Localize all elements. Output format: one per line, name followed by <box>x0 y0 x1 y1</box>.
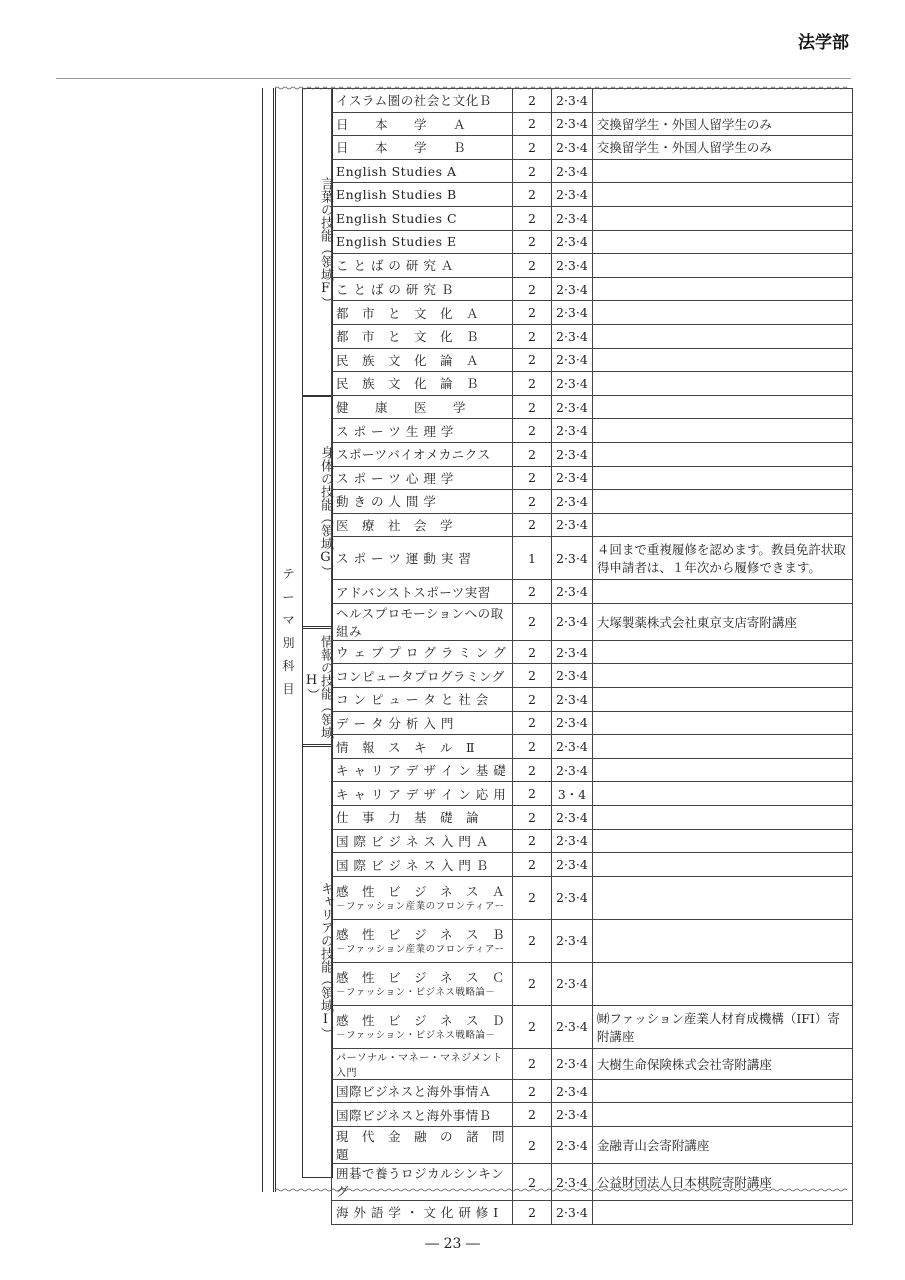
course-name-text: 国際ビジネスと海外事情Ａ <box>336 1084 492 1100</box>
credits-cell: 2 <box>513 466 552 490</box>
credits-cell: 2 <box>513 230 552 254</box>
course-name-text: 感 性 ビ ジ ネ ス Ａ <box>336 884 506 900</box>
course-name <box>332 89 513 113</box>
table-row <box>332 580 853 604</box>
credits-cell: 2 <box>513 1164 552 1201</box>
credits-cell: 2 <box>513 664 552 688</box>
note-cell: 交換留学生・外国人留学生のみ <box>592 112 852 136</box>
table-row <box>332 348 853 372</box>
years-cell: 2·3·4 <box>552 89 593 113</box>
credits-cell: 2 <box>513 640 552 664</box>
table-row <box>332 372 853 396</box>
table-row <box>332 919 853 962</box>
credits-cell: 2 <box>513 688 552 712</box>
table-row <box>332 806 853 830</box>
course-name-text: ス ポ ー ツ 生 理 学 <box>336 423 454 439</box>
course-name <box>332 1079 513 1103</box>
course-name <box>332 230 513 254</box>
table-row <box>332 206 853 230</box>
credits-cell: 2 <box>513 136 552 160</box>
note-cell <box>592 962 852 1005</box>
note-cell <box>592 806 852 830</box>
course-name <box>332 735 513 759</box>
course-name-text: 感 性 ビ ジ ネ ス Ｄ <box>336 1013 506 1029</box>
course-name <box>332 580 513 604</box>
credits-cell: 2 <box>513 372 552 396</box>
years-cell: 2·3·4 <box>552 711 593 735</box>
table-row <box>332 89 853 113</box>
years-cell: 2·3·4 <box>552 640 593 664</box>
note-cell <box>592 324 852 348</box>
course-subtitle: －ファッション産業のフロンティアー <box>336 944 505 956</box>
note-cell <box>592 183 852 207</box>
note-cell <box>592 829 852 853</box>
note-cell <box>592 711 852 735</box>
table-row <box>332 853 853 877</box>
years-cell: 2·3·4 <box>552 688 593 712</box>
course-name <box>332 782 513 806</box>
table-row <box>332 962 853 1005</box>
table-row <box>332 254 853 278</box>
years-cell: 2·3·4 <box>552 254 593 278</box>
credits-cell: 2 <box>513 348 552 372</box>
group-cell <box>302 626 333 747</box>
table-row <box>332 490 853 514</box>
course-name <box>332 664 513 688</box>
note-cell <box>592 419 852 443</box>
course-name-text: コ ン ピ ュ ー タ と 社 会 <box>336 692 489 708</box>
course-name <box>332 962 513 1005</box>
years-cell: 2·3·4 <box>552 466 593 490</box>
credits-cell: 2 <box>513 782 552 806</box>
course-name-text: 情 報 ス キ ル Ⅱ <box>336 739 475 755</box>
table-row <box>332 1005 853 1048</box>
table-row <box>332 758 853 782</box>
note-cell <box>592 254 852 278</box>
course-name <box>332 640 513 664</box>
note-cell <box>592 580 852 604</box>
group-label: 情報の技能（領域H） <box>304 634 333 739</box>
note-cell <box>592 372 852 396</box>
group-label: キャリアの技能（領域I） <box>318 882 333 1040</box>
course-name <box>332 466 513 490</box>
credits-cell: 2 <box>513 183 552 207</box>
table-row <box>332 640 853 664</box>
course-name-text: デ ー タ 分 析 入 門 <box>336 715 454 731</box>
course-name <box>332 372 513 396</box>
credits-cell: 2 <box>513 89 552 113</box>
credits-cell: 2 <box>513 853 552 877</box>
course-name <box>332 513 513 537</box>
table-row <box>332 136 853 160</box>
note-cell: ４回まで重複履修を認めます。教員免許状取得申請者は、１年次から履修できます。 <box>592 537 852 580</box>
table-row <box>332 664 853 688</box>
table-row <box>332 1079 853 1103</box>
course-name <box>332 919 513 962</box>
credits-cell: 2 <box>513 395 552 419</box>
table-row <box>332 1048 853 1079</box>
course-name <box>332 1005 513 1048</box>
years-cell: 2·3·4 <box>552 395 593 419</box>
course-name <box>332 537 513 580</box>
course-name-text: 現 代 金 融 の 諸 問 題 <box>336 1129 519 1162</box>
years-cell: 2·3·4 <box>552 513 593 537</box>
years-cell: 2·3·4 <box>552 758 593 782</box>
page-number: ― 23 ― <box>425 1236 480 1252</box>
credits-cell: 2 <box>513 1127 552 1164</box>
years-cell: 2·3·4 <box>552 876 593 919</box>
credits-cell: 2 <box>513 829 552 853</box>
years-cell: 2·3·4 <box>552 277 593 301</box>
note-cell <box>592 89 852 113</box>
table-row <box>332 442 853 466</box>
credits-cell: 2 <box>513 324 552 348</box>
theme-label-char: マ <box>282 613 295 627</box>
course-name-text: 国際ビジネスと海外事情Ｂ <box>336 1107 492 1123</box>
table-row <box>332 277 853 301</box>
table-row <box>332 230 853 254</box>
credits-cell: 2 <box>513 490 552 514</box>
course-subtitle: －ファッション・ビジネス戦略論－ <box>336 1030 496 1042</box>
years-cell: 3・4 <box>552 782 593 806</box>
table-row <box>332 735 853 759</box>
course-table <box>331 88 853 1225</box>
note-cell: 大樹生命保険株式会社寄附講座 <box>592 1048 852 1079</box>
course-name <box>332 876 513 919</box>
course-name-text: 都 市 と 文 化 Ａ <box>336 305 480 321</box>
table-row <box>332 513 853 537</box>
course-name <box>332 301 513 325</box>
years-cell: 2·3·4 <box>552 442 593 466</box>
course-name-text: 国 際 ビ ジ ネ ス 入 門 Ａ <box>336 833 489 849</box>
course-name-text: スポーツバイオメカニクス <box>336 447 491 463</box>
note-cell <box>592 853 852 877</box>
course-name <box>332 136 513 160</box>
group-cell <box>302 395 333 629</box>
note-cell <box>592 513 852 537</box>
credits-cell: 2 <box>513 206 552 230</box>
theme-label-char: 科 <box>282 659 295 673</box>
note-cell: 公益財団法人日本棋院寄附講座 <box>592 1164 852 1201</box>
course-name-text: ス ポ ー ツ 心 理 学 <box>336 470 454 486</box>
credits-cell: 2 <box>513 1103 552 1127</box>
course-name <box>332 490 513 514</box>
table-row <box>332 1103 853 1127</box>
note-cell <box>592 758 852 782</box>
course-name <box>332 206 513 230</box>
table-row <box>332 324 853 348</box>
course-name <box>332 1201 513 1225</box>
note-cell <box>592 301 852 325</box>
course-name-text: 都 市 と 文 化 Ｂ <box>336 329 480 345</box>
table-row <box>332 876 853 919</box>
course-name <box>332 324 513 348</box>
theme-label-char: ー <box>282 590 295 604</box>
years-cell: 2·3·4 <box>552 919 593 962</box>
course-name-text: 囲碁で養うロジカルシンキング <box>336 1166 505 1199</box>
note-cell <box>592 395 852 419</box>
years-cell: 2·3·4 <box>552 230 593 254</box>
credits-cell: 2 <box>513 806 552 830</box>
course-name-text: 医 療 社 会 学 <box>336 517 454 533</box>
table-row <box>332 603 853 640</box>
years-cell: 2·3·4 <box>552 853 593 877</box>
course-name-text: 国 際 ビ ジ ネ ス 入 門 Ｂ <box>336 857 489 873</box>
years-cell: 2·3·4 <box>552 159 593 183</box>
note-cell: 大塚製薬株式会社東京支店寄附講座 <box>592 603 852 640</box>
table-row <box>332 688 853 712</box>
course-name <box>332 711 513 735</box>
course-name-text: English Studies E <box>336 234 457 250</box>
course-name-text: English Studies C <box>336 210 458 226</box>
credits-cell: 2 <box>513 735 552 759</box>
course-name-text: キ ャ リ ア デ ザ イ ン 基 礎 <box>336 763 507 779</box>
table-row <box>332 301 853 325</box>
credits-cell: 2 <box>513 277 552 301</box>
course-name-text: イスラム圏の社会と文化Ｂ <box>336 93 492 109</box>
years-cell: 2·3·4 <box>552 183 593 207</box>
faculty-header: 法学部 <box>798 33 849 53</box>
course-name <box>332 829 513 853</box>
table-row <box>332 466 853 490</box>
course-name-text: 動 き の 人 間 学 <box>336 494 437 510</box>
course-name <box>332 806 513 830</box>
table-row <box>332 711 853 735</box>
course-name <box>332 183 513 207</box>
note-cell <box>592 782 852 806</box>
course-name <box>332 1048 513 1079</box>
credits-cell: 2 <box>513 513 552 537</box>
credits-cell: 2 <box>513 580 552 604</box>
course-name <box>332 603 513 640</box>
years-cell: 2·3·4 <box>552 537 593 580</box>
years-cell: 2·3·4 <box>552 1079 593 1103</box>
note-cell <box>592 442 852 466</box>
years-cell: 2·3·4 <box>552 1048 593 1079</box>
years-cell: 2·3·4 <box>552 1103 593 1127</box>
theme-label-char: 目 <box>282 682 295 696</box>
credits-cell: 2 <box>513 603 552 640</box>
credits-cell: 1 <box>513 537 552 580</box>
credits-cell: 2 <box>513 254 552 278</box>
table-row <box>332 419 853 443</box>
theme-label-char: 別 <box>282 636 295 650</box>
credits-cell: 2 <box>513 301 552 325</box>
years-cell: 2·3·4 <box>552 112 593 136</box>
credits-cell: 2 <box>513 758 552 782</box>
credits-cell: 2 <box>513 919 552 962</box>
course-name-text: English Studies B <box>336 187 457 203</box>
course-name <box>332 442 513 466</box>
years-cell: 2·3·4 <box>552 324 593 348</box>
course-name <box>332 688 513 712</box>
years-cell: 2·3·4 <box>552 301 593 325</box>
credits-cell: 2 <box>513 711 552 735</box>
course-name <box>332 1164 513 1201</box>
course-name <box>332 853 513 877</box>
course-name <box>332 277 513 301</box>
note-cell <box>592 919 852 962</box>
table-row <box>332 537 853 580</box>
group-cell <box>302 88 333 397</box>
years-cell: 2·3·4 <box>552 580 593 604</box>
group-label: 身体の技能（領域G） <box>318 446 333 578</box>
course-name-text: 感 性 ビ ジ ネ ス Ｃ <box>336 970 506 986</box>
years-cell: 2·3·4 <box>552 806 593 830</box>
note-cell: 金融青山会寄附講座 <box>592 1127 852 1164</box>
note-cell <box>592 876 852 919</box>
course-name-text: 健 康 医 学 <box>336 400 467 416</box>
note-cell <box>592 1201 852 1225</box>
table-row <box>332 159 853 183</box>
note-cell <box>592 688 852 712</box>
course-name-text: キ ャ リ ア デ ザ イ ン 応 用 <box>336 786 507 802</box>
years-cell: 2·3·4 <box>552 490 593 514</box>
course-name-text: 民 族 文 化 論 Ａ <box>336 352 480 368</box>
note-cell <box>592 348 852 372</box>
course-name-text: 仕 事 力 基 礎 論 <box>336 810 480 826</box>
years-cell: 2·3·4 <box>552 603 593 640</box>
years-cell: 2·3·4 <box>552 206 593 230</box>
note-cell: ㈶ファッション産業人材育成機構（IFI）寄附講座 <box>592 1005 852 1048</box>
course-name <box>332 348 513 372</box>
course-name-text: ヘルスプロモーションへの取組み <box>336 605 504 639</box>
credits-cell: 2 <box>513 1048 552 1079</box>
course-name-text: アドバンストスポーツ実習 <box>336 584 491 600</box>
credits-cell: 2 <box>513 1201 552 1225</box>
course-name <box>332 1127 519 1164</box>
years-cell: 2·3·4 <box>552 348 593 372</box>
course-name-text: 海 外 語 学 ・ 文 化 研 修 Ⅰ <box>336 1205 499 1221</box>
course-name <box>332 758 513 782</box>
note-cell <box>592 159 852 183</box>
course-name-text: パーソナル・マネー・マネジメント入門 <box>336 1052 503 1079</box>
course-name-text: 感 性 ビ ジ ネ ス Ｂ <box>336 927 506 943</box>
note-cell <box>592 1103 852 1127</box>
course-name-text: ウ ェ ブ プ ロ グ ラ ミ ン グ <box>336 645 507 661</box>
years-cell: 2·3·4 <box>552 1201 593 1225</box>
credits-cell: 2 <box>513 876 552 919</box>
credits-cell: 2 <box>513 962 552 1005</box>
table-row <box>332 1201 853 1225</box>
years-cell: 2·3·4 <box>552 1127 593 1164</box>
course-name-text: こ と ば の 研 究 Ｂ <box>336 282 454 298</box>
table-row <box>332 395 853 419</box>
note-cell <box>592 735 852 759</box>
years-cell: 2·3·4 <box>552 1164 593 1201</box>
group-cell <box>302 744 333 1178</box>
course-name-text: 日 本 学 Ｂ <box>336 140 467 156</box>
table-row <box>332 183 853 207</box>
course-name <box>332 112 513 136</box>
course-name <box>332 395 513 419</box>
outer-rule <box>262 88 263 1192</box>
credits-cell: 2 <box>513 419 552 443</box>
course-name <box>332 1103 513 1127</box>
course-name-text: コンピュータプログラミング <box>336 668 505 684</box>
header-rule <box>56 78 851 79</box>
years-cell: 2·3·4 <box>552 136 593 160</box>
table-row <box>332 112 853 136</box>
credits-cell: 2 <box>513 1005 552 1048</box>
note-cell: 交換留学生・外国人留学生のみ <box>592 136 852 160</box>
years-cell: 2·3·4 <box>552 664 593 688</box>
note-cell <box>592 664 852 688</box>
note-cell <box>592 490 852 514</box>
course-name <box>332 419 513 443</box>
note-cell <box>592 230 852 254</box>
group-label: 言葉の技能（領域F） <box>318 176 333 309</box>
note-cell <box>592 277 852 301</box>
wave-break-top <box>275 86 850 90</box>
course-name-text: 日 本 学 Ａ <box>336 116 467 132</box>
course-name <box>332 254 513 278</box>
credits-cell: 2 <box>513 442 552 466</box>
course-name-text: ス ポ ー ツ 運 動 実 習 <box>336 551 472 567</box>
wave-break-bottom <box>275 1188 850 1192</box>
years-cell: 2·3·4 <box>552 372 593 396</box>
table-row <box>332 782 853 806</box>
course-subtitle: －ファッション・ビジネス戦略論－ <box>336 987 496 999</box>
note-cell <box>592 466 852 490</box>
years-cell: 2·3·4 <box>552 419 593 443</box>
course-name <box>332 159 513 183</box>
course-name-text: こ と ば の 研 究 Ａ <box>336 258 454 274</box>
course-name-text: 民 族 文 化 論 Ｂ <box>336 376 480 392</box>
credits-cell: 2 <box>513 1079 552 1103</box>
course-name-text: English Studies A <box>336 163 457 179</box>
table-row <box>332 829 853 853</box>
years-cell: 2·3·4 <box>552 735 593 759</box>
outer-rule-2 <box>273 88 274 1192</box>
years-cell: 2·3·4 <box>552 962 593 1005</box>
theme-label-char: テ <box>282 567 295 581</box>
table-row <box>332 1164 853 1201</box>
note-cell <box>592 640 852 664</box>
years-cell: 2·3·4 <box>552 829 593 853</box>
table-row <box>332 1127 853 1164</box>
note-cell <box>592 206 852 230</box>
note-cell <box>592 1079 852 1103</box>
course-subtitle: －ファッション産業のフロンティアー <box>336 901 505 913</box>
credits-cell: 2 <box>513 112 552 136</box>
credits-cell: 2 <box>513 159 552 183</box>
years-cell: 2·3·4 <box>552 1005 593 1048</box>
